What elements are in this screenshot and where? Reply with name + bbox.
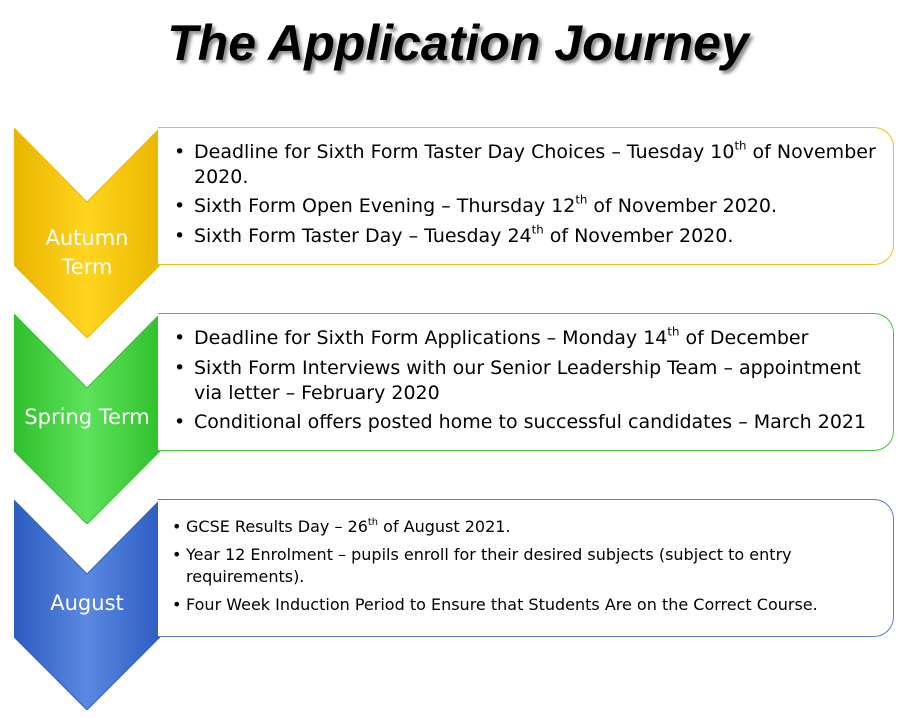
autumn-term-box xyxy=(158,127,894,265)
autumn-label-line2: Term xyxy=(61,255,113,279)
list-item: • Year 12 Enrolment – pupils enroll for their desired subjects (subject to entry requirements). xyxy=(158,544,893,588)
autumn-term-list xyxy=(158,140,893,249)
august-chevron xyxy=(14,500,160,710)
list-item: • Four Week Induction Period to Ensure that Students Are on the Correct Course. xyxy=(158,594,893,616)
page-title: The Application Journey xyxy=(167,15,749,71)
list-item: • GCSE Results Day – 26th of August 2021. xyxy=(158,516,893,538)
august-list xyxy=(158,516,893,616)
august-label: August xyxy=(50,591,124,615)
list-item: • Deadline for Sixth Form Taster Day Choices – Tuesday 10th of November 2020. xyxy=(158,140,893,190)
list-item: • Sixth Form Interviews with our Senior Leadership Team – appointment via letter – February 2020 xyxy=(158,356,893,406)
autumn-label-line1: Autumn xyxy=(45,226,129,250)
list-item: • Conditional offers posted home to successful candidates – March 2021 xyxy=(158,410,893,435)
spring-term-chevron xyxy=(14,314,160,524)
spring-term-box xyxy=(158,313,894,451)
autumn-term-chevron xyxy=(14,128,160,338)
spring-label: Spring Term xyxy=(24,405,150,429)
list-item: • Sixth Form Open Evening – Thursday 12th of November 2020. xyxy=(158,194,893,219)
list-item: • Sixth Form Taster Day – Tuesday 24th of November 2020. xyxy=(158,224,893,249)
august-box xyxy=(158,499,894,637)
list-item: • Deadline for Sixth Form Applications – Monday 14th of December xyxy=(158,326,893,351)
spring-term-list xyxy=(158,326,893,435)
